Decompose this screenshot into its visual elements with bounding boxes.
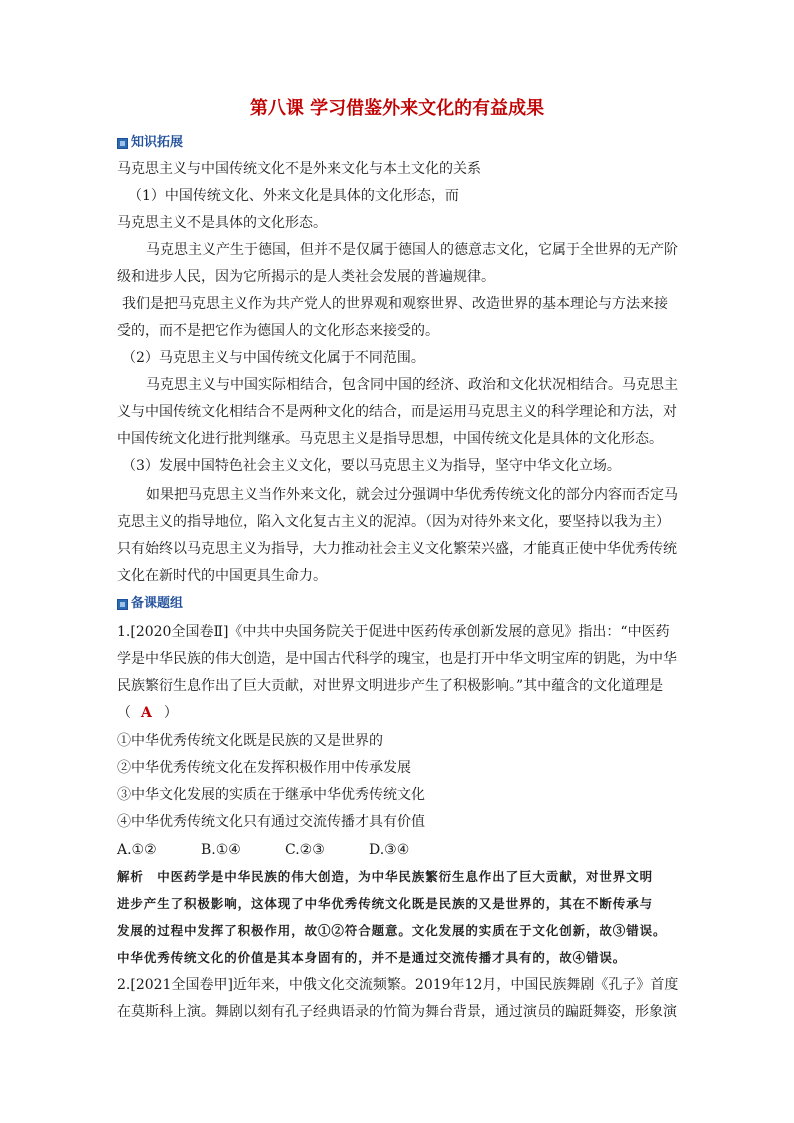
- section-heading-prep: [117, 595, 183, 613]
- paragraph-line: 马克思主义产生于德国，但并不是仅属于德国人的德意志文化，它属于全世界的无产阶: [146, 242, 678, 258]
- question-stem-line: 学是中华民族的伟大创造，是中国古代科学的瑰宝，也是打开中华文明宝库的钥匙，为中华: [117, 651, 677, 667]
- paragraph-line: 马克思主义不是具体的文化形态。: [117, 215, 327, 231]
- paragraph-line: 文化在新时代的中国更具生命力。: [117, 568, 327, 584]
- option-statement: ③中华文化发展的实质在于继承中华优秀传统文化: [117, 787, 425, 803]
- option-statement: ②中华优秀传统文化在发挥积极作用中传承发展: [117, 760, 411, 776]
- paragraph-line: 义与中国传统文化相结合不是两种文化的结合，而是运用马克思主义的科学理论和方法，对: [117, 404, 677, 420]
- analysis-line: 进步产生了积极影响，这体现了中华优秀传统文化既是民族的又是世界的，其在不断传承与: [117, 896, 654, 911]
- choice-row: [117, 840, 677, 860]
- paragraph-line: 我们是把马克思主义作为共产党人的世界观和观察世界、改造世界的基本理论与方法来接: [122, 296, 668, 312]
- choice-c: C.②③: [285, 842, 325, 858]
- paragraph-line: 如果把马克思主义当作外来文化，就会过分强调中华优秀传统文化的部分内容而否定马: [146, 487, 678, 503]
- paragraph-line: 受的，而不是把它作为德国人的文化形态来接受的。: [117, 323, 439, 339]
- option-statement: ①中华优秀传统文化既是民族的又是世界的: [117, 733, 383, 749]
- question-stem-line: 民族繁衍生息作出了巨大贡献，对世界文明进步产生了积极影响。”其中蕴含的文化道理是: [117, 678, 664, 694]
- answer-letter: A: [141, 705, 152, 721]
- section-heading-label: 备课题组: [131, 596, 184, 611]
- section-heading-knowledge: [117, 134, 183, 152]
- option-statement: ④中华优秀传统文化只有通过交流传播才具有价值: [117, 814, 425, 830]
- question-stem-line: 2.[2021全国卷甲]近年来，中俄文化交流频繁。2019年12月，中国民族舞剧《孔子》首度: [117, 977, 679, 993]
- section-heading-label: 知识拓展: [131, 135, 184, 150]
- analysis-line: 中华优秀传统文化的价值是其本身固有的，并不是通过交流传播才具有的，故④错误。: [117, 950, 627, 965]
- paragraph-line: 级和进步人民，因为它所揭示的是人类社会发展的普遍规律。: [117, 269, 495, 285]
- paragraph-line: 克思主义的指导地位，陷入文化复古主义的泥淖。（因为对待外来文化，要坚持以我为主）: [117, 514, 670, 530]
- section-marker-icon: [117, 138, 128, 149]
- choice-b: B.①④: [201, 842, 241, 858]
- paragraph-line: 中国传统文化进行批判继承。马克思主义是指导思想，中国传统文化是具体的文化形态。: [117, 431, 663, 447]
- paragraph-line: （3）发展中国特色社会主义文化，要以马克思主义为指导，坚守中华文化立场。: [122, 458, 621, 474]
- paragraph-line: 只有始终以马克思主义为指导，大力推动社会主义文化繁荣兴盛，才能真正使中华优秀传统: [117, 541, 677, 557]
- paragraph-line: 马克思主义与中国传统文化不是外来文化与本土文化的关系: [117, 161, 481, 177]
- question-stem-line: 1.[2020全国卷Ⅱ]《中共中央国务院关于促进中医药传承创新发展的意见》指出：“中医药: [117, 624, 670, 640]
- analysis-line: 发展的过程中发挥了积极作用，故①②符合题意。文化发展的实质在于文化创新，故③错误。: [117, 923, 667, 938]
- section-marker-icon: [117, 599, 128, 610]
- page-title: 第八课 学习借鉴外来文化的有益成果: [249, 98, 545, 119]
- paragraph-line: 马克思主义与中国实际相结合，包含同中国的经济、政治和文化状况相结合。马克思主: [146, 377, 678, 393]
- analysis-line: 解析 中医药学是中华民族的伟大创造，为中华民族繁衍生息作出了巨大贡献，对世界文明: [117, 869, 654, 884]
- choice-d: D.③④: [369, 842, 410, 858]
- paragraph-line: （2）马克思主义与中国传统文化属于不同范围。: [122, 350, 425, 366]
- paragraph-line: （1）中国传统文化、外来文化是具体的文化形态，而: [128, 188, 459, 204]
- choice-a: A.①②: [117, 842, 157, 858]
- question-stem-line: 在莫斯科上演。舞剧以刻有孔子经典语录的竹简为舞台背景，通过演员的蹁跹舞姿，形象演: [117, 1004, 677, 1020]
- answer-bracket: （ A ）: [117, 705, 178, 721]
